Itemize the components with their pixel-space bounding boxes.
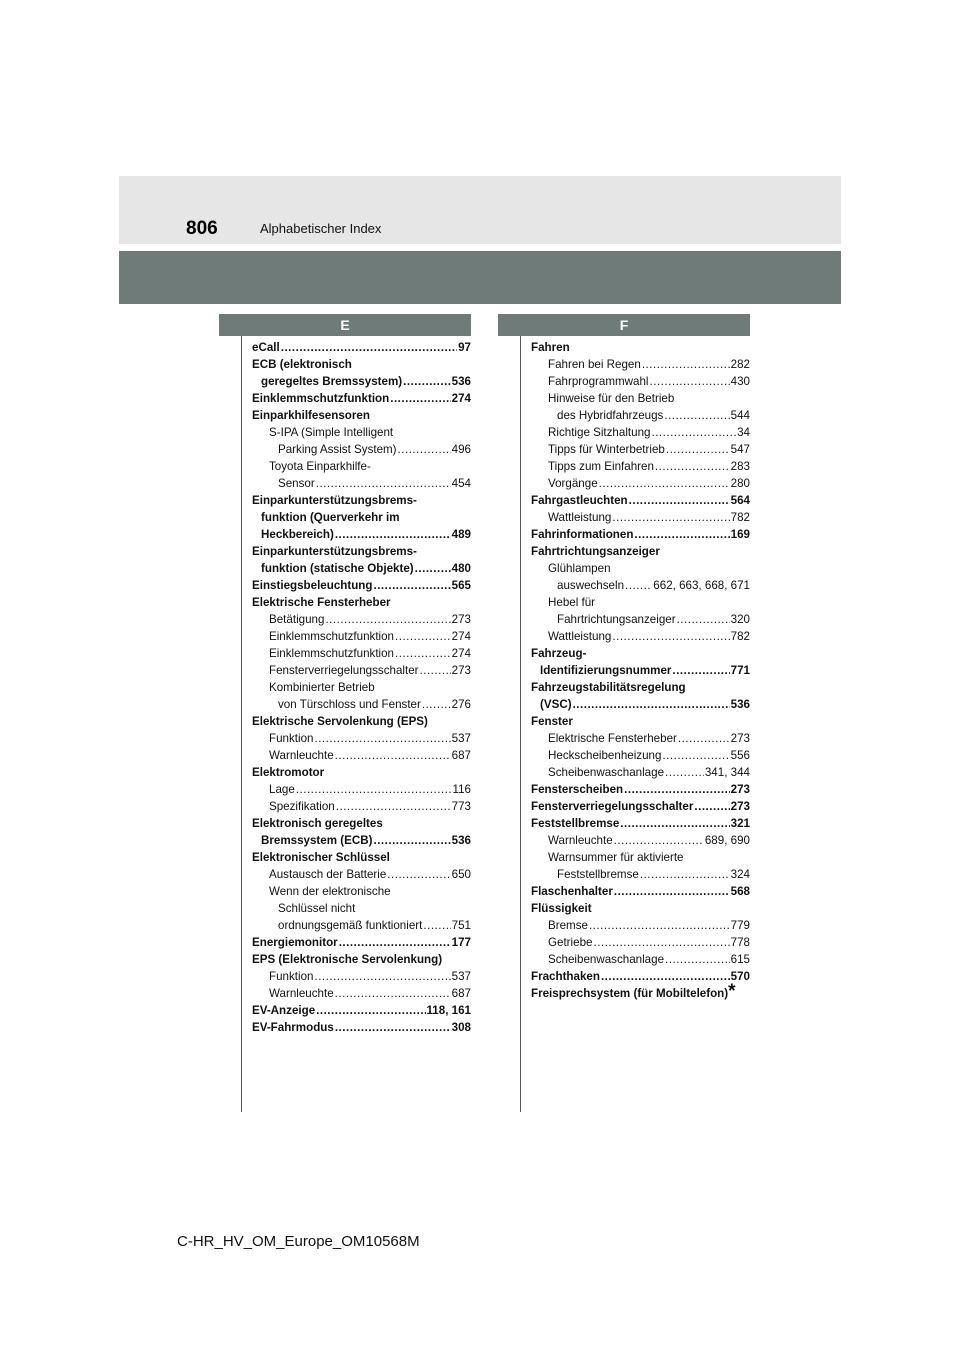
- index-entry-text: Vorgänge: [548, 477, 598, 490]
- index-entry: [531, 730, 750, 747]
- index-entry: [252, 339, 471, 356]
- index-entry-text: Glühlampen: [548, 562, 611, 575]
- index-entry-text: Flaschenhalter: [531, 885, 613, 898]
- index-entry: [531, 526, 750, 543]
- leader-dots: [395, 645, 451, 662]
- leader-dots: [339, 934, 451, 951]
- index-entry-text: Fahrzeugstabilitätsregelung: [531, 681, 686, 694]
- index-entry-text: Betätigung: [269, 613, 325, 626]
- page-reference[interactable]: 544: [730, 409, 750, 422]
- leader-dots: [642, 356, 730, 373]
- index-entry: [252, 458, 471, 492]
- section-title: Alphabetischer Index: [260, 221, 382, 236]
- index-entry: [252, 662, 471, 679]
- page-reference[interactable]: 489: [451, 528, 471, 541]
- index-entry-text: Sensor: [278, 477, 315, 490]
- index-entry-text: Kombinierter Betrieb: [269, 681, 375, 694]
- page-reference[interactable]: 771: [730, 664, 750, 677]
- leader-dots: [655, 458, 730, 475]
- page-number: 806: [186, 218, 218, 239]
- leader-dots: [336, 798, 451, 815]
- index-entry: [252, 1002, 471, 1019]
- page-reference[interactable]: 568: [730, 885, 750, 898]
- index-entry: [531, 390, 750, 424]
- leader-dots: [314, 968, 450, 985]
- page-reference[interactable]: 273: [451, 664, 471, 677]
- page-reference[interactable]: 320: [730, 613, 750, 626]
- index-entry-text: S-IPA (Simple Intelligent: [269, 426, 394, 439]
- page-reference[interactable]: 177: [451, 936, 471, 949]
- index-entry-text: Warnleuchte: [548, 834, 613, 847]
- index-entry-text: Heckscheibenheizung: [548, 749, 662, 762]
- index-entry-text: Identifizierungsnummer: [540, 664, 672, 677]
- index-entry: [252, 968, 471, 985]
- index-entry: [531, 594, 750, 628]
- index-entry: [252, 577, 471, 594]
- page-reference[interactable]: 662, 663, 668, 671: [653, 579, 750, 592]
- index-entry: [531, 951, 750, 968]
- index-entry: [252, 747, 471, 764]
- page-reference[interactable]: 273: [730, 783, 750, 796]
- leader-dots: [665, 764, 704, 781]
- page-reference[interactable]: 274: [451, 647, 471, 660]
- page-reference[interactable]: 273: [730, 732, 750, 745]
- page-reference[interactable]: 537: [451, 970, 471, 983]
- index-entry: [531, 679, 750, 713]
- index-entry-text: Warnleuchte: [269, 987, 334, 1000]
- index-entry-text: geregeltes Bremssystem): [261, 375, 403, 388]
- index-entry-text: Fahrinformationen: [531, 528, 634, 541]
- index-entry-text: Toyota Einparkhilfe-: [269, 460, 371, 473]
- page-reference[interactable]: 97: [458, 341, 471, 354]
- index-entry-text: Fahrprogrammwahl: [548, 375, 649, 388]
- index-entry-text: ordnungsgemäß funktioniert: [278, 919, 423, 932]
- index-entry: [252, 730, 471, 747]
- leader-dots: [423, 917, 450, 934]
- leader-dots: [665, 951, 730, 968]
- index-entry-text: auswechseln: [557, 579, 625, 592]
- index-entry: [531, 815, 750, 832]
- index-entry: [252, 849, 471, 866]
- index-entry: [531, 441, 750, 458]
- leader-dots: [316, 1002, 425, 1019]
- page-reference[interactable]: 341, 344: [704, 766, 750, 779]
- index-entry-text: Funktion: [269, 970, 314, 983]
- leader-dots: [599, 475, 730, 492]
- index-entry: [252, 390, 471, 407]
- page-reference[interactable]: 751: [451, 919, 471, 932]
- index-entry-text: Fenster: [531, 715, 573, 728]
- index-entry: [252, 645, 471, 662]
- document-code: C-HR_HV_OM_Europe_OM10568M: [177, 1233, 420, 1250]
- page-reference[interactable]: 773: [451, 800, 471, 813]
- index-entry: [252, 764, 471, 781]
- index-entry-text: Wattleistung: [548, 511, 612, 524]
- index-entry: [531, 509, 750, 526]
- index-entry-text: Elektrische Servolenkung (EPS): [252, 715, 428, 728]
- page-reference[interactable]: 547: [730, 443, 750, 456]
- index-entry: [252, 985, 471, 1002]
- index-entry: [252, 594, 471, 611]
- leader-dots: [601, 968, 730, 985]
- index-entry-text: Einklemmschutzfunktion: [269, 647, 395, 660]
- page-reference[interactable]: 782: [730, 511, 750, 524]
- index-entry: [252, 866, 471, 883]
- page-reference[interactable]: 169: [730, 528, 750, 541]
- page-reference[interactable]: 779: [730, 919, 750, 932]
- index-entry-text: Hebel für: [548, 596, 596, 609]
- index-entry-text: Fensterscheiben: [531, 783, 624, 796]
- index-entry-text: Feststellbremse: [557, 868, 639, 881]
- page-reference[interactable]: 536: [730, 698, 750, 711]
- leader-dots: [316, 475, 451, 492]
- index-entry-text: Warnleuchte: [269, 749, 334, 762]
- index-entry-text: Parking Assist System): [278, 443, 397, 456]
- index-entry: [252, 424, 471, 458]
- page-reference[interactable]: 283: [730, 460, 750, 473]
- index-entry-text: Einstiegsbeleuchtung: [252, 579, 373, 592]
- index-entry: [531, 883, 750, 900]
- leader-dots: [573, 696, 730, 713]
- index-entry: [252, 492, 471, 543]
- index-entry: [531, 373, 750, 390]
- page-reference[interactable]: 308: [451, 1021, 471, 1034]
- index-entry-text: Elektrische Fensterheber: [548, 732, 677, 745]
- index-entry-text: Fensterverriegelungsschalter: [269, 664, 419, 677]
- index-entry-text: Einparkhilfesensoren: [252, 409, 370, 422]
- index-entry-text: Tipps für Winterbetrieb: [548, 443, 665, 456]
- index-entry: [252, 1019, 471, 1036]
- leader-dots: [612, 509, 729, 526]
- leader-dots: [612, 628, 729, 645]
- chapter-band: [119, 251, 841, 304]
- leader-dots: [387, 866, 450, 883]
- page-reference[interactable]: 565: [451, 579, 471, 592]
- index-entry: [531, 934, 750, 951]
- page-reference[interactable]: 276: [451, 698, 471, 711]
- column-rule-right: [520, 336, 521, 1112]
- page-reference[interactable]: 782: [730, 630, 750, 643]
- index-entry: [531, 713, 750, 730]
- index-entry-text: Fahren bei Regen: [548, 358, 641, 371]
- leader-dots: [395, 628, 451, 645]
- leader-dots: [422, 696, 451, 713]
- page-reference[interactable]: 274: [451, 630, 471, 643]
- header-band: [119, 176, 841, 244]
- leader-dots: [593, 934, 729, 951]
- index-entry: [531, 339, 750, 356]
- index-entry-text: Frachthaken: [531, 970, 600, 983]
- index-entry-text: Scheibenwaschanlage: [548, 766, 665, 779]
- index-entry: [531, 458, 750, 475]
- index-entry-text: Hinweise für den Betrieb: [548, 392, 675, 405]
- index-entry-text: Einparkunterstützungsbrems-: [252, 545, 417, 558]
- index-entry-text: Freisprechsystem (für Mobiltelefon): [531, 987, 729, 1000]
- index-entry-text: von Türschloss und Fenster: [278, 698, 421, 711]
- page-reference[interactable]: 454: [451, 477, 471, 490]
- index-entry: [252, 628, 471, 645]
- leader-dots: [651, 424, 736, 441]
- page-reference[interactable]: 556: [730, 749, 750, 762]
- index-entry: [252, 883, 471, 934]
- index-column-f: [531, 339, 750, 1002]
- page-reference[interactable]: 273: [730, 800, 750, 813]
- leader-dots: [624, 781, 730, 798]
- index-entry-text: Fahrtrichtungsanzeiger: [557, 613, 676, 626]
- leader-dots: [335, 1019, 451, 1036]
- page-reference[interactable]: 650: [451, 868, 471, 881]
- index-entry-text: des Hybridfahrzeugs: [557, 409, 664, 422]
- index-entry-text: Lage: [269, 783, 295, 796]
- index-entry-text: Fahrtrichtungsanzeiger: [531, 545, 660, 558]
- leader-dots: [664, 407, 729, 424]
- page-reference[interactable]: 496: [451, 443, 471, 456]
- index-entry: [531, 781, 750, 798]
- leader-dots: [390, 390, 450, 407]
- index-entry: [252, 951, 471, 968]
- index-entry-text: Elektrische Fensterheber: [252, 596, 391, 609]
- index-column-e: [252, 339, 471, 1036]
- index-entry: [252, 611, 471, 628]
- page-reference[interactable]: 118, 161: [426, 1004, 471, 1017]
- index-entry: [531, 628, 750, 645]
- leader-dots: [677, 611, 730, 628]
- index-entry: [531, 645, 750, 679]
- index-entry: [531, 798, 750, 815]
- page-reference[interactable]: 430: [730, 375, 750, 388]
- leader-dots: [420, 662, 451, 679]
- index-entry-text: Flüssigkeit: [531, 902, 592, 915]
- index-entry: [531, 764, 750, 781]
- index-entry: [252, 781, 471, 798]
- page-reference[interactable]: 536: [451, 375, 471, 388]
- index-entry: [252, 815, 471, 849]
- index-entry: [531, 832, 750, 849]
- leader-dots: [620, 815, 729, 832]
- index-entry: [531, 849, 750, 883]
- page-reference[interactable]: 282: [730, 358, 750, 371]
- index-entry-text: Einparkunterstützungsbrems-: [252, 494, 417, 507]
- index-entry: [531, 492, 750, 509]
- index-entry-text: funktion (Querverkehr im: [261, 511, 400, 524]
- index-entry: [252, 934, 471, 951]
- index-entry-text: Richtige Sitzhaltung: [548, 426, 651, 439]
- index-entry: [531, 543, 750, 560]
- index-entry-text: Einklemmschutzfunktion: [269, 630, 395, 643]
- page-reference[interactable]: 570: [730, 970, 750, 983]
- leader-dots: [335, 985, 451, 1002]
- index-entry-text: Fahren: [531, 341, 570, 354]
- leader-dots: [614, 832, 704, 849]
- leader-dots: [281, 339, 457, 356]
- leader-dots: [629, 492, 730, 509]
- page-reference[interactable]: 687: [451, 749, 471, 762]
- index-entry-text: eCall: [252, 341, 280, 354]
- index-entry-text: Elektronischer Schlüssel: [252, 851, 390, 864]
- page-reference[interactable]: 537: [451, 732, 471, 745]
- page-reference[interactable]: 615: [730, 953, 750, 966]
- index-entry-text: Getriebe: [548, 936, 593, 949]
- index-entry-text: (VSC): [540, 698, 572, 711]
- letter-heading-e: E: [219, 314, 471, 336]
- index-entry-text: EV-Fahrmodus: [252, 1021, 334, 1034]
- index-entry: [252, 679, 471, 713]
- index-entry: [531, 424, 750, 441]
- index-entry: [531, 356, 750, 373]
- index-entry: [252, 407, 471, 424]
- index-entry-text: Fahrgastleuchten: [531, 494, 628, 507]
- page-reference[interactable]: 116: [452, 783, 471, 796]
- index-entry-text: Einklemmschutzfunktion: [252, 392, 390, 405]
- leader-dots: [650, 373, 730, 390]
- index-entry-text: EV-Anzeige: [252, 1004, 316, 1017]
- leader-dots: [634, 526, 729, 543]
- leader-dots: [373, 832, 450, 849]
- index-entry: [531, 900, 750, 917]
- index-entry-text: Heckbereich): [261, 528, 334, 541]
- leader-dots: [614, 883, 730, 900]
- index-entry: [531, 968, 750, 985]
- index-entry: Freisprechsystem (für Mobiltelefon) *: [531, 981, 736, 1002]
- index-entry-text: Energiemonitor: [252, 936, 338, 949]
- page-reference[interactable]: 274: [451, 392, 471, 405]
- index-entry-text: Bremse: [548, 919, 588, 932]
- index-entry: [252, 798, 471, 815]
- index-entry: [531, 747, 750, 764]
- index-entry-text: Fahrzeug-: [531, 647, 587, 660]
- index-entry-text: Bremssystem (ECB): [261, 834, 373, 847]
- index-entry-text: Elektronisch geregeltes: [252, 817, 383, 830]
- index-entry-text: EPS (Elektronische Servolenkung): [252, 953, 443, 966]
- leader-dots: [296, 781, 452, 798]
- page-reference[interactable]: 564: [730, 494, 750, 507]
- leader-dots: [672, 662, 729, 679]
- index-entry-text: Feststellbremse: [531, 817, 620, 830]
- index-entry-text: Warnsummer für aktivierte: [548, 851, 684, 864]
- index-entry-text: Austausch der Batterie: [269, 868, 387, 881]
- letter-heading-f: F: [498, 314, 750, 336]
- leader-dots: [325, 611, 450, 628]
- leader-dots: [662, 747, 729, 764]
- index-entry: [531, 560, 750, 594]
- page-reference[interactable]: 687: [451, 987, 471, 1000]
- index-entry-text: Tipps zum Einfahren: [548, 460, 654, 473]
- leader-dots: [415, 560, 451, 577]
- index-entry-text: Fensterverriegelungsschalter: [531, 800, 694, 813]
- leader-dots: [403, 373, 451, 390]
- leader-dots: [335, 526, 451, 543]
- leader-dots: [373, 577, 450, 594]
- leader-dots: [398, 441, 451, 458]
- leader-dots: [589, 917, 730, 934]
- index-entry-text: Elektromotor: [252, 766, 325, 779]
- page-reference[interactable]: 480: [451, 562, 471, 575]
- leader-dots: [694, 798, 729, 815]
- index-entry: [252, 356, 471, 390]
- index-entry: [252, 543, 471, 577]
- index-entry-text: Wenn der elektronische: [269, 885, 391, 898]
- index-entry-text: funktion (statische Objekte): [261, 562, 414, 575]
- index-entry: [531, 917, 750, 934]
- index-entry: [252, 713, 471, 730]
- page-reference[interactable]: 280: [730, 477, 750, 490]
- column-rule-left: [241, 336, 242, 1112]
- leader-dots: [640, 866, 730, 883]
- leader-dots: [666, 441, 730, 458]
- page-reference[interactable]: 689, 690: [704, 834, 750, 847]
- leader-dots: [625, 577, 652, 594]
- index-entry-text: ECB (elektronisch: [252, 358, 352, 371]
- page-reference[interactable]: 34: [737, 426, 750, 439]
- leader-dots: [678, 730, 730, 747]
- index-entry-text: Spezifikation: [269, 800, 335, 813]
- index-entry-text: Scheibenwaschanlage: [548, 953, 665, 966]
- page-reference[interactable]: 273: [451, 613, 471, 626]
- leader-dots: [314, 730, 450, 747]
- index-entry: [531, 475, 750, 492]
- page-reference[interactable]: 778: [730, 936, 750, 949]
- index-entry-text: Funktion: [269, 732, 314, 745]
- index-entry-text: Wattleistung: [548, 630, 612, 643]
- page-reference[interactable]: 536: [451, 834, 471, 847]
- page-reference[interactable]: 321: [730, 817, 750, 830]
- page-reference[interactable]: 324: [730, 868, 750, 881]
- index-entry-text: Schlüssel nicht: [278, 902, 356, 915]
- leader-dots: [335, 747, 451, 764]
